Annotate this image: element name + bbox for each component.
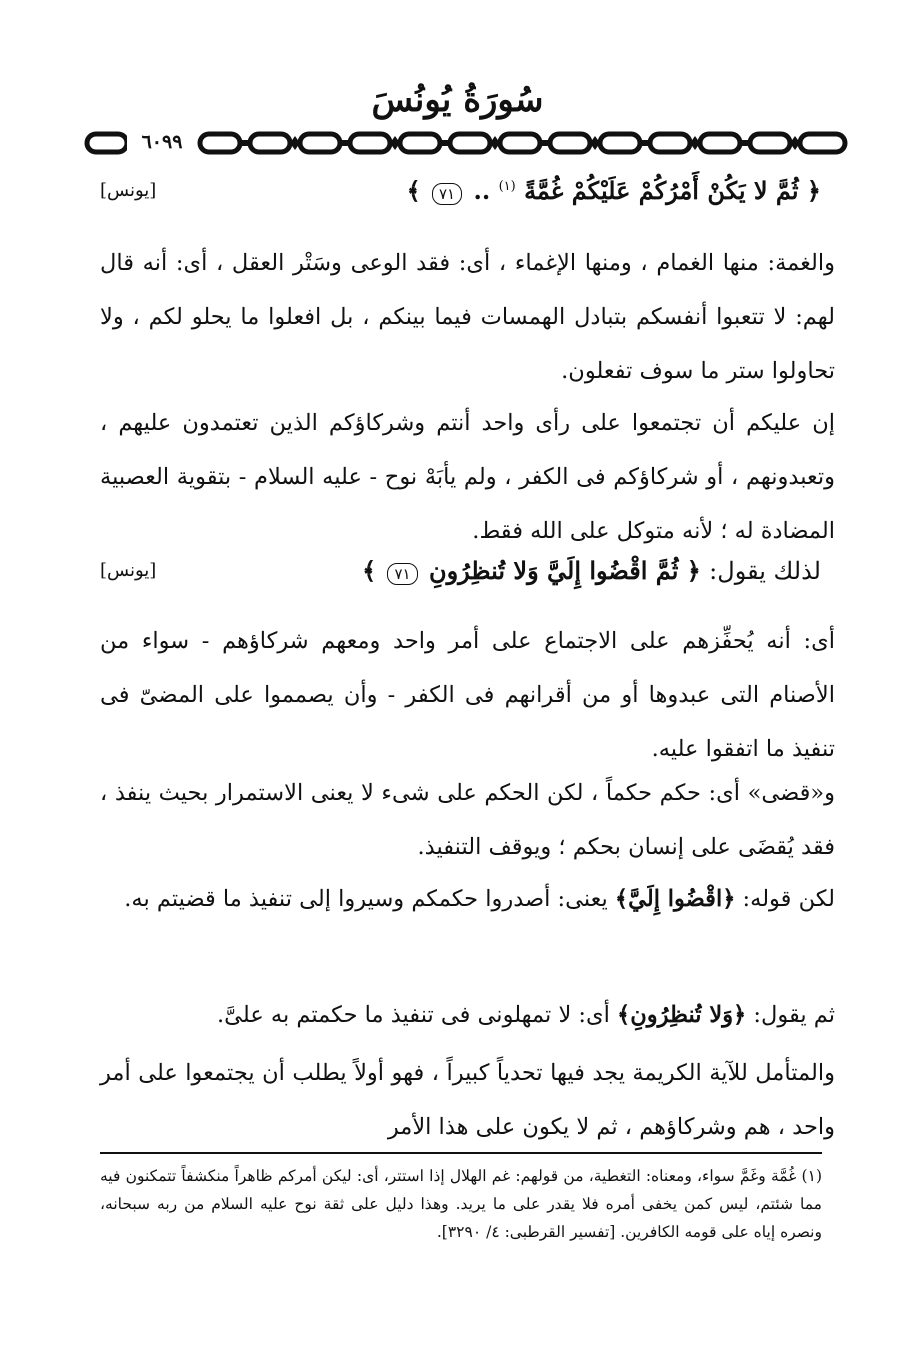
paragraph-6-lead: ثم يقول: bbox=[753, 1002, 835, 1028]
surah-reference: [يونس] bbox=[100, 180, 157, 201]
paragraph-5-rest: يعنى: أصدروا حكمكم وسيروا إلى تنفيذ ما قضيتم به. bbox=[124, 886, 608, 912]
verse-2-close: ﴾ bbox=[362, 556, 377, 585]
paragraph-5 bbox=[100, 872, 835, 926]
ayah-number-badge: ٧١ bbox=[432, 183, 462, 205]
paragraph-2: إن عليكم أن تجتمعوا على رأى واحد أنتم وشركاؤكم الذين تعتمدون عليهم ، وتعبدونهم ، أو شركاؤكم فى الكفر ، ولم يأبَهْ نوح - عليه السلام - بتقوية العصبية المضادة له ؛ لأنه متوكل على الله فقط. bbox=[100, 410, 835, 544]
ayah-number-badge: ٧١ bbox=[387, 563, 417, 585]
ornamental-border bbox=[82, 126, 852, 160]
footnote-1: (١) غُمَّة وغَمَّ سواء، ومعناه: التغطية، من قولهم: غم الهلال إذا استتر، أى: ليكن أمركم ظاهراً منكشفاً تتمكنون فيه مما شئتم، ليس كمن يخفى أمره فلا يقدر على ما يريد. وهذا دليل على ثقة نوح عليه السلام من ربه سبحانه، ونصره إياه على قومه الكافرين. [تفسير القرطبى: ٤/ ٣٢٩٠]. bbox=[100, 1167, 822, 1241]
quran-verse-2 bbox=[100, 556, 835, 606]
chain-ornament-icon bbox=[82, 126, 852, 160]
surah-reference: [يونس] bbox=[100, 560, 157, 581]
paragraph-5-lead: لكن قوله: bbox=[742, 886, 835, 912]
verse-2-lead: لذلك يقول: bbox=[709, 557, 821, 585]
footnote-divider bbox=[100, 1152, 822, 1154]
verse-1-dots: .. bbox=[473, 176, 491, 205]
footnote-marker: (١) bbox=[498, 179, 516, 194]
paragraph-4: و«قضى» أى: حكم حكماً ، لكن الحكم على شىء لا يعنى الاستمرار بحيث ينفذ ، فقد يُقضَى على إنسان بحكم ؛ ويوقف التنفيذ. bbox=[100, 780, 835, 860]
paragraph-1: والغمة: منها الغمام ، ومنها الإغماء ، أى: فقد الوعى وسَتْر العقل ، أى: أنه قال لهم: لا تتعبوا أنفسكم بتبادل الهمسات فيما بينكم ، بل افعلوا ما يحلو لكم ، ولا تحاولوا ستر ما سوف تفعلون. bbox=[100, 250, 835, 384]
paragraph-6 bbox=[100, 988, 835, 1042]
paragraph-5-quote: ﴿اقْضُوا إِلَيَّ﴾ bbox=[614, 886, 736, 912]
verse-2-text: ﴿ ثُمَّ اقْضُوا إِلَيَّ وَلا تُنظِرُونِ bbox=[428, 556, 701, 585]
paragraph-6-quote: ﴿وَلا تُنظِرُونِ﴾ bbox=[617, 1002, 747, 1028]
verse-1-close: ﴾ bbox=[406, 176, 421, 205]
paragraph-3: أى: أنه يُحفِّزهم على الاجتماع على أمر واحد ومعهم شركاؤهم - سواء من الأصنام التى عبدوها أو من أقرانهم فى الكفر - وأن يصمموا على المضىّ فى تنفيذ ما اتفقوا عليه. bbox=[100, 628, 835, 762]
verse-2-content bbox=[362, 556, 821, 585]
paragraph-6-rest: أى: لا تمهلونى فى تنفيذ ما حكمتم به علىَّ. bbox=[216, 1002, 610, 1028]
paragraph-7: والمتأمل للآية الكريمة يجد فيها تحدياً كبيراً ، فهو أولاً يطلب أن يجتمعوا على أمر واحد ، هم وشركاؤهم ، ثم لا يكون على هذا الأمر bbox=[100, 1060, 835, 1140]
surah-title: سُورَةُ يُونُسَ bbox=[371, 80, 544, 120]
verse-1-content bbox=[407, 176, 821, 205]
page-number: ٦٠٩٩ bbox=[127, 127, 197, 157]
verse-1-text: ﴿ ثُمَّ لا يَكُنْ أَمْرُكُمْ عَلَيْكُمْ غُمَّةً bbox=[524, 176, 821, 205]
quran-verse-1 bbox=[100, 176, 835, 226]
